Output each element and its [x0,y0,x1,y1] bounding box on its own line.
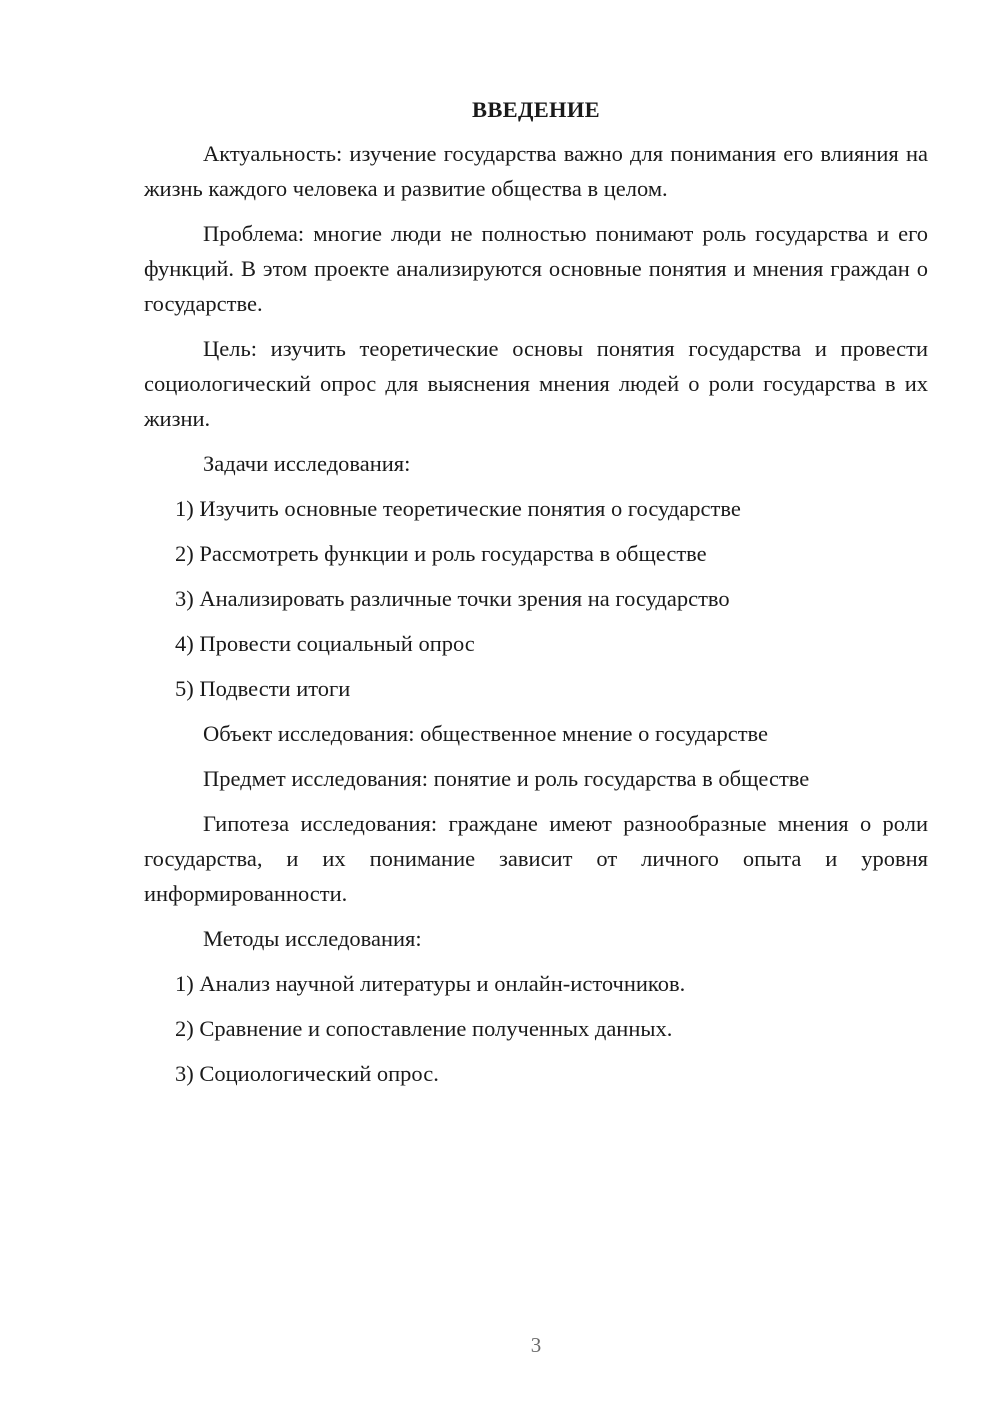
relevance-paragraph: Актуальность: изучение государства важно для понимания его влияния на жизнь каждого человека и развитие общества в целом. [144,141,928,201]
object-line: Объект исследования: общественное мнение о государстве [203,721,769,746]
tasks-heading: Задачи исследования: [203,451,411,476]
goal-paragraph: Цель: изучить теоретические основы понятия государства и провести социологический опрос для выяснения мнения людей о роли государства в их жизни. [144,336,928,431]
list-item: 1) Изучить основные теоретические понятия о государстве [175,496,741,521]
page-number [0,1333,1000,1358]
list-item: 2) Рассмотреть функции и роль государства в обществе [175,541,707,566]
page-title: ВВЕДЕНИЕ [472,97,600,122]
list-item: 3) Анализировать различные точки зрения на государство [175,586,730,611]
hypothesis-paragraph: Гипотеза исследования: граждане имеют разнообразные мнения о роли государства, и их понимание зависит от личного опыта и уровня информированности. [144,811,928,906]
list-item: 3) Социологический опрос. [175,1061,439,1086]
problem-paragraph: Проблема: многие люди не полностью понимают роль государства и его функций. В этом проекте анализируются основные понятия и мнения граждан о государстве. [144,221,928,316]
tasks-list [144,491,928,706]
list-item: 1) Анализ научной литературы и онлайн-источников. [175,971,686,996]
list-item: 5) Подвести итоги [175,676,351,701]
list-item: 2) Сравнение и сопоставление полученных данных. [175,1016,673,1041]
methods-list [144,966,928,1091]
list-item: 4) Провести социальный опрос [175,631,475,656]
document-body [144,92,928,1101]
page-number-label: 3 [530,1333,542,1357]
methods-heading: Методы исследования: [203,926,422,951]
subject-line: Предмет исследования: понятие и роль государства в обществе [203,766,810,791]
